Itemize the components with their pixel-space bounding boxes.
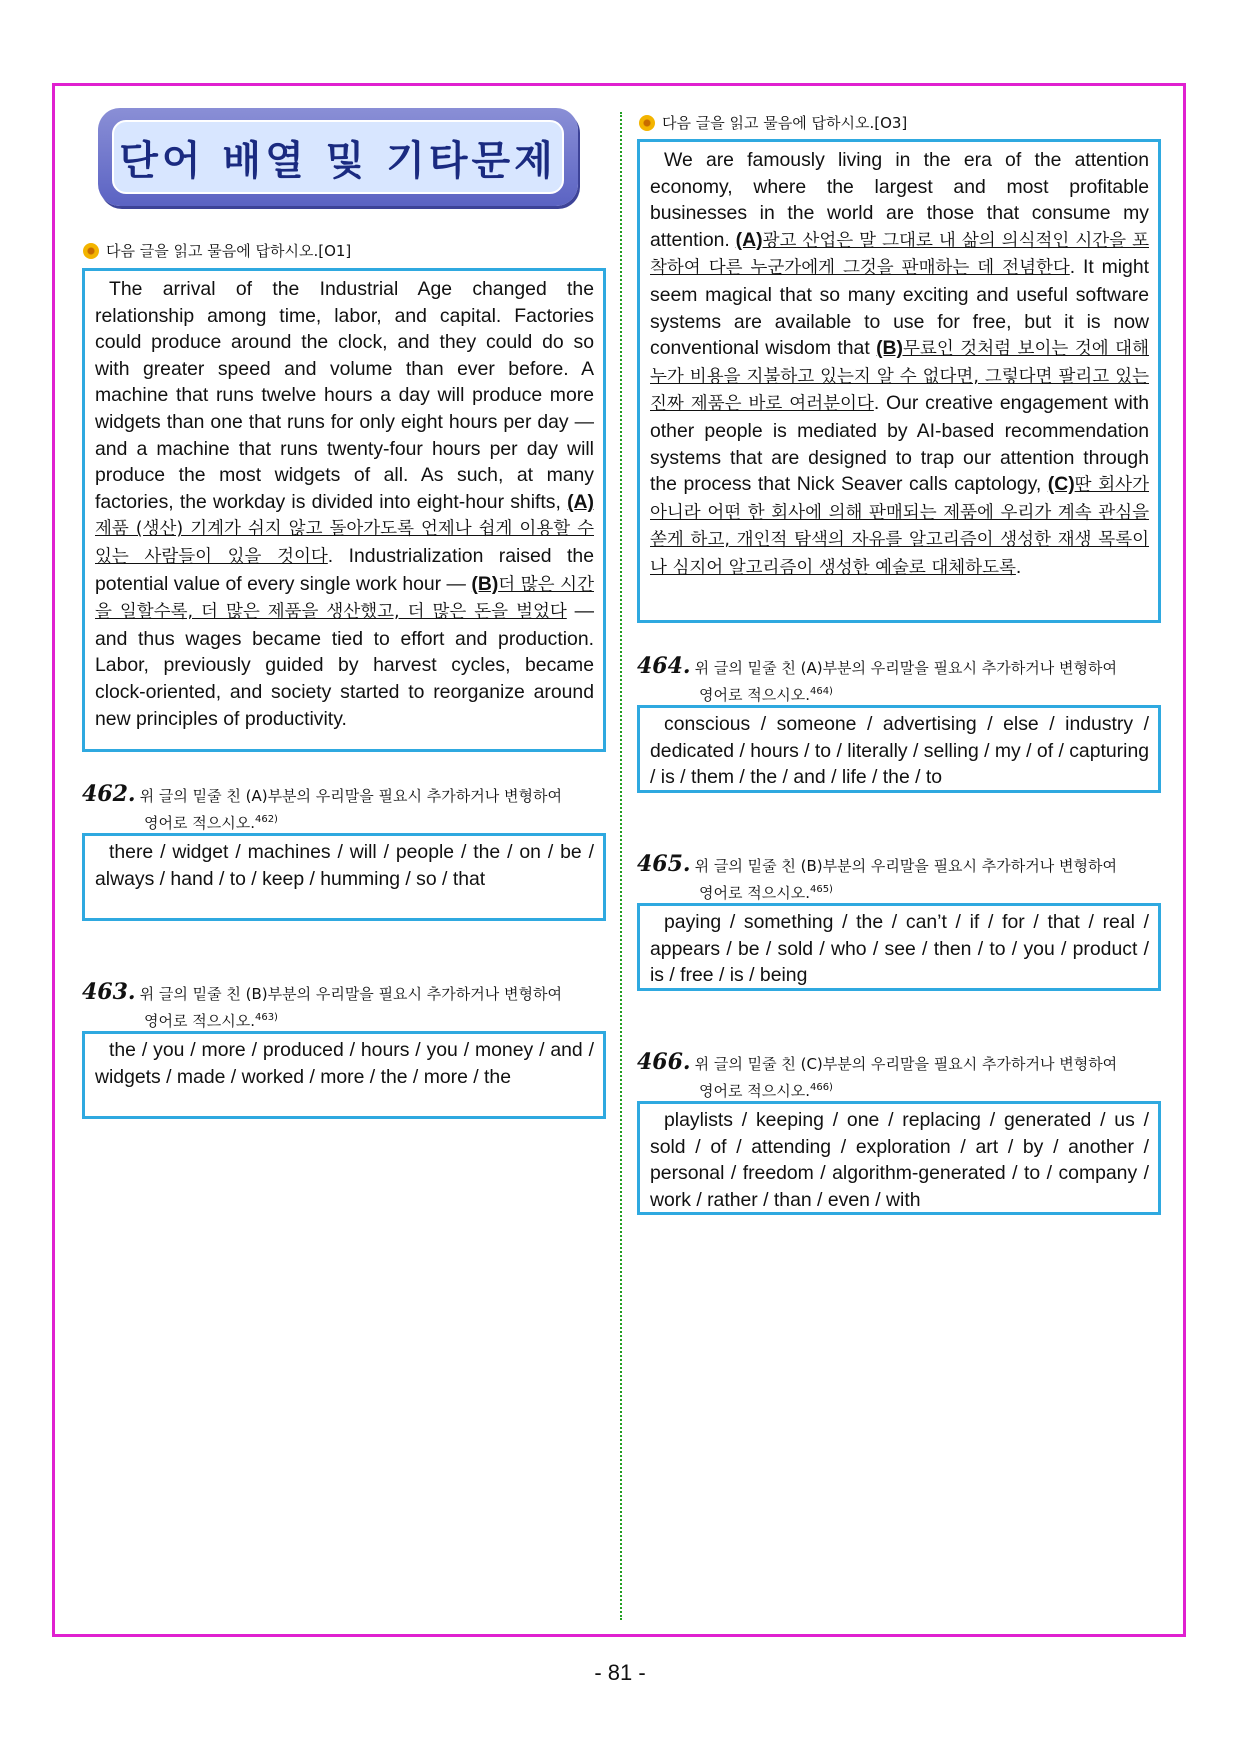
question-prompt-end: 영어로 적으시오.: [699, 884, 810, 902]
question-prompt-end: 영어로 적으시오.: [144, 1012, 255, 1030]
passage2-text-a: We are famously living in the era of the attention economy, where the largest and most profitable businesses in the world are those that consume my attention.: [650, 149, 1149, 251]
word-list: there / widget / machines / will / people / the / on / be / always / hand / to / keep / humming / so / that: [95, 841, 594, 890]
question-prompt-line2: [82, 808, 612, 835]
passage2-text-b: . It might seem magical that so many exciting and useful software systems are available to use for free, but it is now conventional wisdom that: [650, 256, 1149, 360]
column-divider: [620, 112, 622, 1620]
passage1-text-c: — and thus wages became tied to effort and production. Labor, previously guided by harvest cycles, became clock-oriented, and society started to reorganize around new principles of productivity.: [95, 600, 594, 730]
page-number: - 81 -: [594, 1660, 646, 1685]
question-prompt-line2: [637, 878, 1167, 905]
question-prompt: 위 글의 밑줄 친 (B)부분의 우리말을 필요시 추가하거나 변형하여: [694, 857, 1117, 875]
question-prompt-end: 영어로 적으시오.: [144, 814, 255, 832]
question-number: 465.: [637, 851, 691, 877]
footnote-ref: 463): [254, 1012, 278, 1023]
word-bank-463: [82, 1031, 606, 1119]
footnote-ref: 465): [809, 884, 833, 895]
passage1-box: [82, 268, 606, 752]
question-465: [637, 852, 1167, 905]
section-title: 단어 배열 및 기타문제: [119, 137, 557, 184]
question-number: 463.: [82, 979, 136, 1005]
passage2-label-c: (C): [1047, 473, 1075, 496]
footnote-ref: 464): [809, 686, 833, 697]
passage1-text-a: The arrival of the Industrial Age changed the relationship among time, labor, and capital. Factories could produce around the clock, and they could do so with greater speed and volume than ever before. A machine that runs twelve hours a day will produce more widgets than one that runs for only eight hours per day — and a machine that runs twenty-four hours per day will produce the most widgets of all. As such, at many factories, the workday is divided into eight-hour shifts,: [95, 278, 594, 513]
passage1-label-b: (B): [471, 572, 499, 595]
passage2-text: [650, 147, 1149, 582]
word-bank-466: [637, 1101, 1161, 1215]
passage1-korean-b: 더 많은 시간을 일할수록, 더 많은 제품을 생산했고, 더 많은 돈을 벌었다: [95, 574, 594, 623]
word-bank-464: [637, 705, 1161, 793]
passage1-text-b: . Industrialization raised the potential value of every single work hour —: [95, 544, 594, 595]
passage2-label-b: (B): [876, 337, 904, 360]
question-466: [637, 1050, 1167, 1103]
word-list: conscious / someone / advertising / else / industry / dedicated / hours / to / literally / selling / my / of / capturing / is / them / the / and / life / the / to: [650, 713, 1150, 788]
passage2-korean-a: 광고 산업은 말 그대로 내 삶의 의식적인 시간을 포착하여 다른 누군가에게 그것을 판매하는 데 전념한다: [650, 230, 1149, 279]
passage1-label-a: (A): [567, 490, 594, 513]
passage2-instruction: [638, 112, 907, 133]
word-list: playlists / keeping / one / replacing / generated / us / sold / of / attending / exploration / art / by / another / personal / freedom / algorithm-generated / to / company / work / rather / than / even / with: [650, 1109, 1149, 1211]
question-prompt-line2: [82, 1006, 612, 1033]
passage2-text-c: . Our creative engagement with other people is mediated by AI-based recommendation systems that are designed to trap our attention through the process that Nick Seaver calls captology,: [650, 392, 1149, 496]
question-prompt-line2: [637, 1076, 1167, 1103]
word-list: paying / something / the / can’t / if / for / that / real / appears / be / sold / who / see / then / to / you / product / is / free / is / being: [650, 911, 1149, 986]
passage1-text: [95, 276, 594, 732]
passage1-instruction-text: 다음 글을 읽고 물음에 답하시오.[O1]: [106, 242, 352, 260]
passage2-text-d: .: [1015, 555, 1022, 578]
passage2-korean-b: 무료인 것처럼 보이는 것에 대해 누가 비용을 지불하고 있는지 알 수 없다면, 그렇다면 팔리고 있는 진짜 제품은 바로 여러분이다: [650, 339, 1149, 415]
word-bank-462: [82, 833, 606, 921]
question-464: [637, 654, 1167, 707]
footnote-ref: 466): [809, 1082, 833, 1093]
question-number: 462.: [82, 781, 136, 807]
question-prompt-end: 영어로 적으시오.: [699, 686, 810, 704]
passage2-instruction-text: 다음 글을 읽고 물음에 답하시오.[O3]: [662, 114, 908, 132]
footnote-ref: 462): [254, 814, 278, 825]
passage2-korean-c: 딴 회사가 아니라 어떤 한 회사에 의해 판매되는 제품에 우리가 계속 관심을 쏟게 하고, 개인적 탐색의 자유를 알고리즘이 생성한 재생 목록이나 심지어 알고리즘이 생성한 예술로 대체하도록: [650, 475, 1149, 578]
passage1-korean-a: 제품 (생산) 기계가 쉬지 않고 돌아가도록 언제나 쉽게 이용할 수 있는 사람들이 있을 것이다: [95, 519, 594, 567]
word-list: the / you / more / produced / hours / you / money / and / widgets / made / worked / more / the / more / the: [95, 1039, 594, 1088]
word-bank-465: [637, 903, 1161, 991]
question-number: 466.: [637, 1049, 691, 1075]
passage1-instruction: [82, 240, 351, 261]
question-prompt-end: 영어로 적으시오.: [699, 1082, 810, 1100]
question-prompt: 위 글의 밑줄 친 (B)부분의 우리말을 필요시 추가하거나 변형하여: [139, 985, 562, 1003]
question-prompt: 위 글의 밑줄 친 (A)부분의 우리말을 필요시 추가하거나 변형하여: [694, 659, 1117, 677]
passage2-label-a: (A): [735, 228, 763, 251]
question-462: [82, 782, 612, 835]
passage2-box: [637, 139, 1161, 623]
flower-icon: [638, 114, 656, 132]
flower-icon: [82, 242, 100, 260]
question-463: [82, 980, 612, 1033]
section-banner: [98, 108, 578, 206]
question-number: 464.: [637, 653, 691, 679]
section-banner-inner: [112, 120, 564, 194]
question-prompt-line2: [637, 680, 1167, 707]
question-prompt: 위 글의 밑줄 친 (A)부분의 우리말을 필요시 추가하거나 변형하여: [139, 787, 562, 805]
question-prompt: 위 글의 밑줄 친 (C)부분의 우리말을 필요시 추가하거나 변형하여: [694, 1055, 1118, 1073]
